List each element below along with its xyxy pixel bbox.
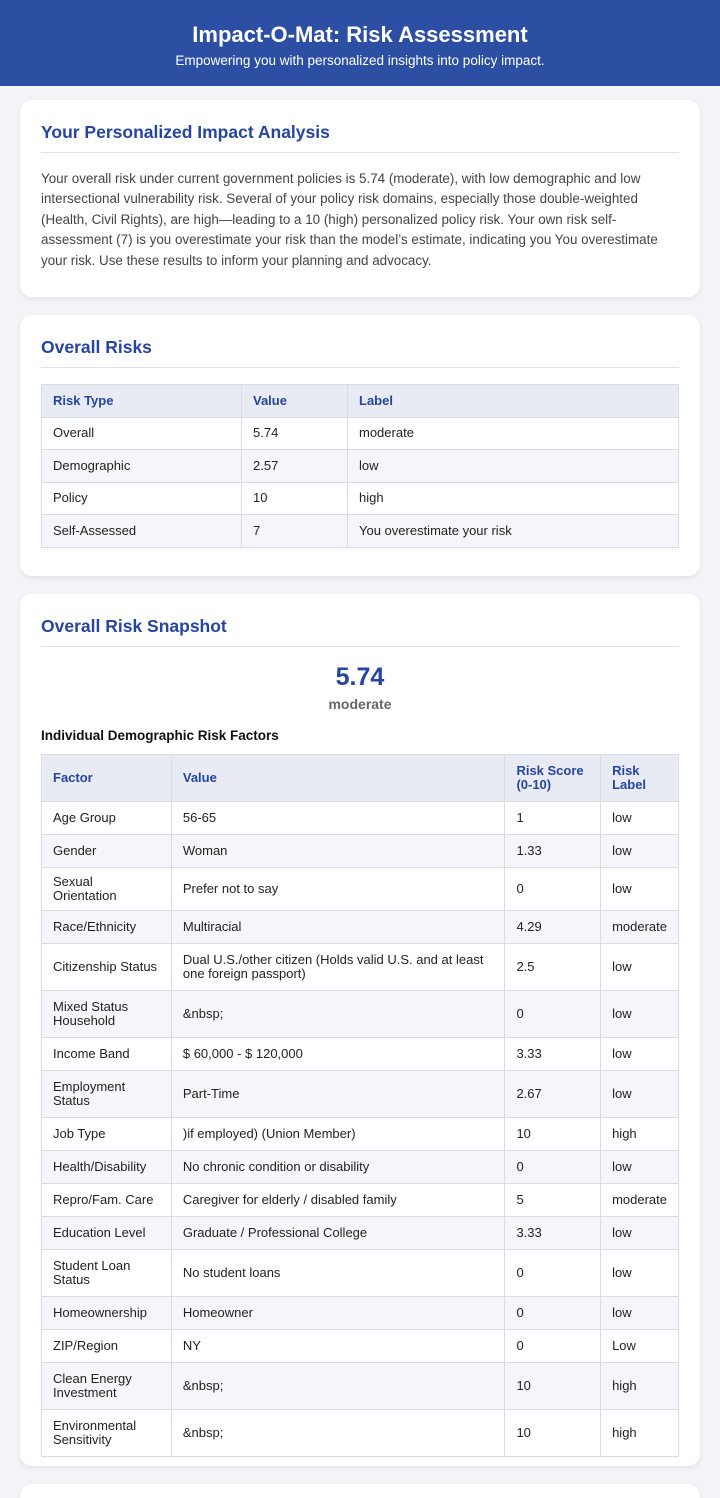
table-cell: Homeownership xyxy=(42,1297,172,1330)
table-row xyxy=(42,1184,679,1217)
demographic-factors-table xyxy=(41,754,679,1457)
table-cell: Self-Assessed xyxy=(42,515,242,548)
table-header-row xyxy=(42,385,679,418)
table-cell: 4.29 xyxy=(505,911,601,944)
table-cell: Dual U.S./other citizen (Holds valid U.S. and at least one foreign passport) xyxy=(171,944,505,991)
table-row xyxy=(42,482,679,515)
table-cell: low xyxy=(601,1217,679,1250)
column-header: Value xyxy=(242,385,348,418)
table-cell: 10 xyxy=(242,482,348,515)
column-header: Value xyxy=(171,755,505,802)
table-cell: Employment Status xyxy=(42,1071,172,1118)
table-cell: &nbsp; xyxy=(171,1410,505,1457)
table-cell: Health/Disability xyxy=(42,1151,172,1184)
table-cell: 0 xyxy=(505,1151,601,1184)
overall-risks-table xyxy=(41,384,679,548)
table-row xyxy=(42,450,679,483)
table-cell: 1 xyxy=(505,802,601,835)
table-cell: Multiracial xyxy=(171,911,505,944)
table-cell: 0 xyxy=(505,868,601,911)
table-row xyxy=(42,1250,679,1297)
table-cell: Homeowner xyxy=(171,1297,505,1330)
table-cell: Gender xyxy=(42,835,172,868)
table-row xyxy=(42,1363,679,1410)
table-row xyxy=(42,991,679,1038)
table-row xyxy=(42,1410,679,1457)
table-cell: Low xyxy=(601,1330,679,1363)
table-row xyxy=(42,868,679,911)
table-cell: Job Type xyxy=(42,1118,172,1151)
table-row xyxy=(42,1071,679,1118)
table-cell: moderate xyxy=(601,911,679,944)
table-cell: 5.74 xyxy=(242,417,348,450)
table-header-row xyxy=(42,755,679,802)
table-cell: Mixed Status Household xyxy=(42,991,172,1038)
table-cell: )if employed) (Union Member) xyxy=(171,1118,505,1151)
table-row xyxy=(42,1118,679,1151)
table-cell: Race/Ethnicity xyxy=(42,911,172,944)
table-cell: Education Level xyxy=(42,1217,172,1250)
snapshot-title: Overall Risk Snapshot xyxy=(41,616,679,647)
table-cell: low xyxy=(601,1151,679,1184)
table-cell: 2.5 xyxy=(505,944,601,991)
table-cell: Sexual Orientation xyxy=(42,868,172,911)
table-row xyxy=(42,1330,679,1363)
table-cell: 3.33 xyxy=(505,1217,601,1250)
table-cell: low xyxy=(601,1250,679,1297)
table-row xyxy=(42,1217,679,1250)
overall-score-value: 5.74 xyxy=(335,663,385,691)
table-cell: No student loans xyxy=(171,1250,505,1297)
table-cell: 0 xyxy=(505,1250,601,1297)
table-row xyxy=(42,1038,679,1071)
column-header: Factor xyxy=(42,755,172,802)
table-cell: Graduate / Professional College xyxy=(171,1217,505,1250)
table-cell: ZIP/Region xyxy=(42,1330,172,1363)
table-cell: Overall xyxy=(42,417,242,450)
table-cell: Repro/Fam. Care xyxy=(42,1184,172,1217)
table-cell: Environmental Sensitivity xyxy=(42,1410,172,1457)
table-cell: Income Band xyxy=(42,1038,172,1071)
table-row xyxy=(42,911,679,944)
overall-risks-title: Overall Risks xyxy=(41,337,679,368)
page-subtitle: Empowering you with personalized insights into policy impact. xyxy=(175,53,545,69)
table-cell: high xyxy=(601,1363,679,1410)
table-cell: 10 xyxy=(505,1118,601,1151)
table-row xyxy=(42,1151,679,1184)
table-cell: moderate xyxy=(601,1184,679,1217)
table-cell: You overestimate your risk xyxy=(348,515,679,548)
table-cell: NY xyxy=(171,1330,505,1363)
page-header xyxy=(0,0,720,86)
table-cell: $ 60,000 - $ 120,000 xyxy=(171,1038,505,1071)
table-cell: 0 xyxy=(505,991,601,1038)
table-cell: 7 xyxy=(242,515,348,548)
table-cell: Citizenship Status xyxy=(42,944,172,991)
table-cell: 10 xyxy=(505,1363,601,1410)
table-cell: low xyxy=(601,835,679,868)
table-cell: Age Group xyxy=(42,802,172,835)
page-title: Impact-O-Mat: Risk Assessment xyxy=(192,22,528,47)
table-cell: 0 xyxy=(505,1330,601,1363)
table-cell: Caregiver for elderly / disabled family xyxy=(171,1184,505,1217)
column-header: Risk Type xyxy=(42,385,242,418)
table-row xyxy=(42,1297,679,1330)
table-cell: Part-Time xyxy=(171,1071,505,1118)
column-header: Label xyxy=(348,385,679,418)
table-cell: &nbsp; xyxy=(171,991,505,1038)
table-cell: No chronic condition or disability xyxy=(171,1151,505,1184)
next-card xyxy=(20,1484,700,1498)
table-cell: 2.67 xyxy=(505,1071,601,1118)
table-cell: low xyxy=(601,868,679,911)
table-cell: low xyxy=(348,450,679,483)
overall-score-label: moderate xyxy=(328,696,392,712)
table-cell: 2.57 xyxy=(242,450,348,483)
table-cell: 3.33 xyxy=(505,1038,601,1071)
risk-snapshot-card xyxy=(20,594,700,1466)
impact-analysis-card xyxy=(20,100,700,297)
analysis-title: Your Personalized Impact Analysis xyxy=(41,122,679,153)
table-cell: 0 xyxy=(505,1297,601,1330)
table-cell: Demographic xyxy=(42,450,242,483)
table-cell: low xyxy=(601,991,679,1038)
table-cell: &nbsp; xyxy=(171,1363,505,1410)
table-cell: high xyxy=(601,1118,679,1151)
table-row xyxy=(42,515,679,548)
analysis-text: Your overall risk under current government policies is 5.74 (moderate), with low demographic and low intersectional vulnerability risk. Several of your policy risk domains, especially those double-weighted (Health, Civil Rights), are high—leading to a 10 (high) personalized policy risk. Your own risk self-assessment (7) is you overestimate your risk than the model’s estimate, indicating you You overestimate your risk. Use these results to inform your planning and advocacy. xyxy=(41,171,658,268)
table-cell: high xyxy=(601,1410,679,1457)
table-cell: moderate xyxy=(348,417,679,450)
table-cell: 10 xyxy=(505,1410,601,1457)
table-cell: Clean Energy Investment xyxy=(42,1363,172,1410)
table-cell: low xyxy=(601,1297,679,1330)
overall-score-block xyxy=(41,663,679,712)
table-cell: low xyxy=(601,1071,679,1118)
table-cell: Student Loan Status xyxy=(42,1250,172,1297)
table-cell: Woman xyxy=(171,835,505,868)
table-row xyxy=(42,802,679,835)
table-cell: Policy xyxy=(42,482,242,515)
table-row xyxy=(42,417,679,450)
table-cell: low xyxy=(601,944,679,991)
table-row xyxy=(42,944,679,991)
table-row xyxy=(42,835,679,868)
table-cell: low xyxy=(601,802,679,835)
table-cell: 1.33 xyxy=(505,835,601,868)
overall-risks-card xyxy=(20,315,700,576)
table-cell: high xyxy=(348,482,679,515)
table-cell: low xyxy=(601,1038,679,1071)
table-cell: 5 xyxy=(505,1184,601,1217)
table-cell: Prefer not to say xyxy=(171,868,505,911)
column-header: Risk Label xyxy=(601,755,679,802)
table-cell: 56-65 xyxy=(171,802,505,835)
factors-title: Individual Demographic Risk Factors xyxy=(41,728,279,743)
column-header: Risk Score (0-10) xyxy=(505,755,601,802)
